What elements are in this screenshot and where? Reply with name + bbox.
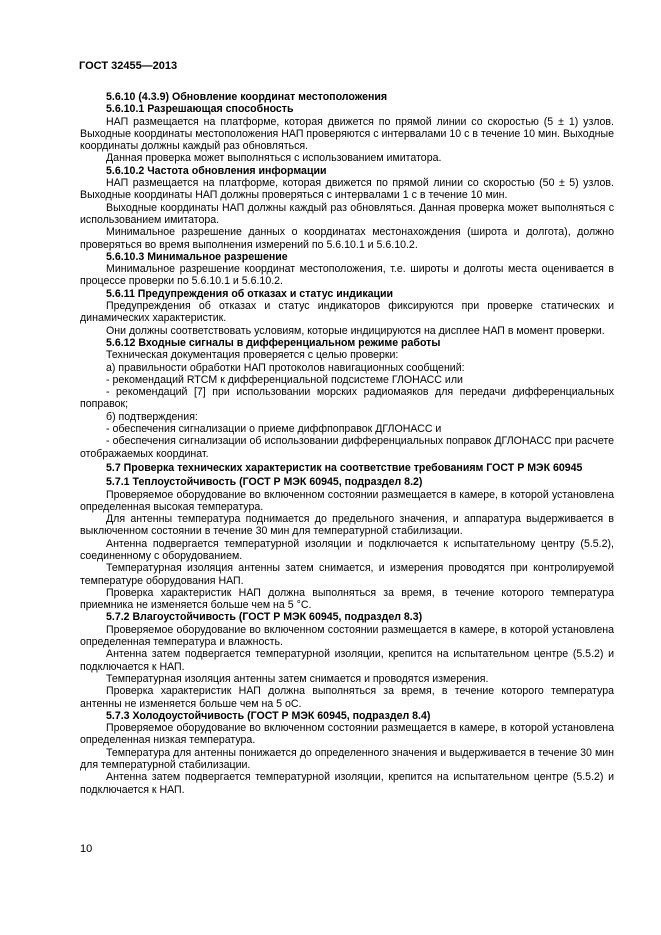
paragraph: Антенна затем подвергается температурной изоляции, крепится на испытательном центре (5.5.2) и подключается к НАП. [80,771,614,796]
paragraph: Для антенны температура поднимается до предельного значения, и аппаратура выдерживается в выключенном состоянии в течение 30 мин для температурной стабилизации. [80,513,614,538]
paragraph: Минимальное разрешение данных о координатах местонахождения (широта и долгота), должно проверяться во время выполнения измерений по 5.6.10.1 и 5.6.10.2. [80,226,614,251]
section-heading: 5.6.10.2 Частота обновления информации [106,164,327,177]
paragraph: Выходные координаты НАП должны каждый раз обновляться. Данная проверка может выполняться с использованием имитатора. [80,201,614,226]
paragraph: Проверяемое оборудование во включенном состоянии размещается в камере, в которой установлена определенная низкая температура. [80,722,614,747]
paragraph: - рекомендаций [7] при использовании морских радиомаяков для передачи дифференциальных поправок; [80,386,614,411]
section-heading: 5.7.3 Холодоустойчивость (ГОСТ Р МЭК 60945, подраздел 8.4) [106,709,431,722]
document-body [80,91,614,796]
paragraph: Проверка характеристик НАП должна выполняться за время, в течение которого температура антенны не изменяется больше чем на 5 оС. [80,685,614,710]
paragraph: Данная проверка может выполняться с использованием имитатора. [106,152,442,165]
section-heading: 5.6.10.1 Разрешающая способность [106,103,294,116]
document-header: ГОСТ 32455—2013 [79,60,178,72]
section-heading: 5.6.10 (4.3.9) Обновление координат местоположения [106,91,388,103]
paragraph: НАП размещается на платформе, которая движется по прямой линии со скоростью (50 ± 5) узлов. Выходные координаты НАП должны проверяться с интервалами 1 с в течение 10 мин. [80,177,614,202]
paragraph: б) подтверждения: [106,410,198,423]
paragraph: - обеспечения сигнализации об использовании дифференциальных поправок ДГЛОНАСС при расчете отображаемых координат. [80,435,614,460]
section-heading: 5.7.2 Влагоустойчивость (ГОСТ Р МЭК 60945, подраздел 8.3) [106,611,423,624]
paragraph: НАП размещается на платформе, которая движется по прямой линии со скоростью (5 ± 1) узлов. Выходные координаты местоположения НАП проверяются с интервалами 10 с в течение 10 мин. Выходные координаты должны каждый раз обновляться. [80,115,614,153]
paragraph: Температурная изоляция антенны затем снимается и проводятся измерения. [106,672,489,685]
paragraph: Проверка характеристик НАП должна выполняться за время, в течение которого температура приемника не изменяется больше чем на 5 °С. [80,586,614,612]
section-heading: 5.6.12 Входные сигналы в дифференциальном режиме работы [106,336,441,349]
paragraph: Температура для антенны понижается до определенного значения и выдерживается в течение 30 мин для температурной стабилизации. [80,746,614,772]
paragraph: Они должны соответствовать условиям, которые индицируются на дисплее НАП в момент проверки. [106,324,605,337]
section-heading: 5.6.11 Предупреждения об отказах и статус индикации [106,287,394,300]
paragraph: Предупреждения об отказах и статус индикаторов фиксируются при проверке статических и динамических характеристик. [80,300,614,325]
page-number: 10 [80,843,93,855]
paragraph: Проверяемое оборудование во включенном состоянии размещается в камере, в которой установлена определенная высокая температура. [80,488,614,513]
paragraph: - рекомендаций RTCM к дифференциальной подсистеме ГЛОНАСС или [106,373,463,386]
paragraph: Антенна подвергается температурной изоляции и подключается к испытательному центру (5.5.2), соединенному с оборудованием. [80,537,614,562]
paragraph: - обеспечения сигнализации о приеме диффпоправок ДГЛОНАСС и [106,423,442,436]
section-heading: 5.7 Проверка технических характеристик на соответствие требованиям ГОСТ Р МЭК 60945 [106,461,583,474]
paragraph: Температурная изоляция антенны затем снимается, и измерения проводятся при контролируемой температуре оборудования НАП. [80,562,614,587]
paragraph: Техническая документация проверяется с целью проверки: [106,349,399,362]
paragraph: Антенна затем подвергается температурной изоляции, крепится на испытательном центре (5.5.2) и подключается к НАП. [80,648,614,673]
paragraph: Проверяемое оборудование во включенном состоянии размещается в камере, в которой установлена определенная температура и влажность. [80,623,614,649]
paragraph: Минимальное разрешение координат местоположения, т.е. широты и долготы места оценивается в процессе проверки по 5.6.10.1 и 5.6.10.2. [80,263,614,288]
section-heading: 5.7.1 Теплоустойчивость (ГОСТ Р МЭК 60945, подраздел 8.2) [106,476,423,489]
paragraph: а) правильности обработки НАП протоколов навигационных сообщений: [106,361,465,374]
section-heading: 5.6.10.3 Минимальное разрешение [106,250,288,263]
